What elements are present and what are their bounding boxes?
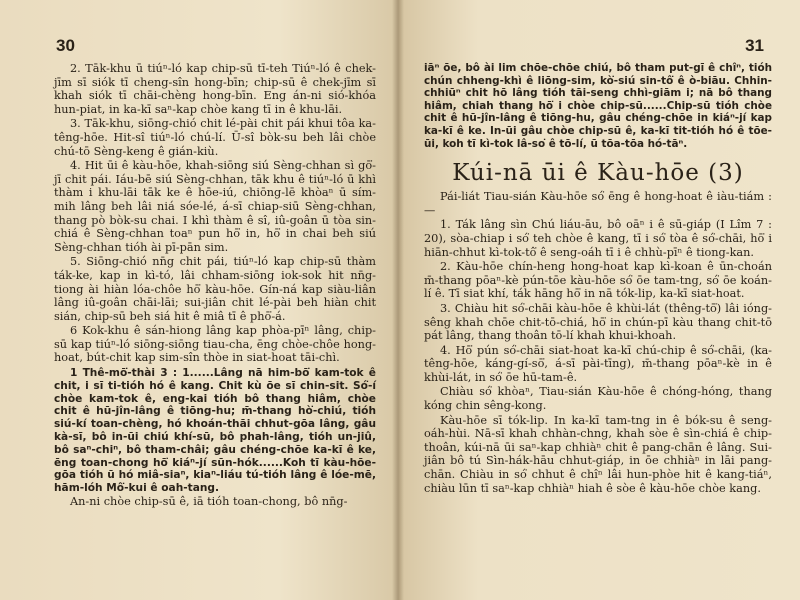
summary-paragraph: Chiàu só͘ khòaⁿ, Tiau-sián Kàu-hōe ê chóng-hóng, thang kóng chin sêng-kong. <box>424 385 772 413</box>
section-intro: Pái-liát Tiau-sián Kàu-hōe só͘ ēng ê hong-hoat ê iàu-tiám :— <box>424 190 772 217</box>
left-page-last-line: An-ni chòe chip-sū ê, iā tióh toan-chong, bô nn̄g- <box>70 495 348 509</box>
point-1: 1. Ták lâng sìn Chú liáu-āu, bô oāⁿ i ê sū-giáp (I Lîm 7 : 20), sòa-chiap i só͘ teh chòe ê kang, tī i só͘ tòa ê só͘-chāi, hō͘ i hiān-chhut kì-tok-tô͘ ê seng-oáh tī i ê chhù-pīⁿ ê tiong-kan. <box>424 218 772 259</box>
left-page-body <box>54 62 376 509</box>
scripture-footnote: 1 Thê-mō͘-thài 3 : 1......Lâng nā him-bō͘ kam-tok ê chit, i sī ti-tióh hó ê kang. Chit kù ōe sī chin-sit. Só͘-í chòe kam-tok ê, eng-kai tióh bô thang hiâm, chòe chit ê hū-jîn-lâng ê tiōng-hu; m̄-thang hò͘-chiú, tióh siú-kí toan-chèng, hó khoán-thāi chhut-gōa lâng, gâu kà-sī, bô in-ūi chiú khí-sū, bô phah-lâng, tióh un-jiû, bô saⁿ-chiⁿ, bô tham-châi; gâu chéng-chōe ka-kī ê ke, ēng toan-chong hō͘ kiáⁿ-jí sūn-hók......Koh tī kàu-hōe-gōa tióh ū hó miâ-siaⁿ, kiaⁿ-liáu tú-tióh lâng ê lóe-mē, hām-lóh Mô͘-kui ê oah-tang. <box>54 367 376 495</box>
book-gutter <box>392 0 404 600</box>
paragraph-5: 5. Siōng-chió nn̄g chit pái, tiúⁿ-ló kap chip-sū thàm ták-ke, kap in kì-tó, lâi chham-siōng iok-sok hit nn̄g-tiong ài hiàn lóa-chôe hō͘ kàu-hōe. Gín-ná kap siàu-liân lâng iû-goân chāi-lāi; sui-jiân chit lé-pài beh hiàn chit sián, chip-sū beh siá hit ê miâ tī ê phō͘-á. <box>54 255 376 323</box>
right-page <box>398 0 800 600</box>
paragraph-2: 2. Tāk-khu ū tiúⁿ-ló kap chip-sū tī-teh Tiúⁿ-ló ê chek-jīm sī siók tī cheng-sîn hong-bīn; chip-sū ê chek-jīm sī khah siók tī chāi-chèng hong-bīn. Eng án-ni sió-khóa hun-piat, in ka-kī saⁿ-kap chòe kang tī in ê khu-lāi. <box>54 62 376 116</box>
point-3: 3. Chiàu hit só͘-chāi kàu-hōe ê khùi-lát (thêng-tō͘) lâi ióng-sêng khah chōe chit-tō-chiá, hō͘ in chún-pī kàu thang chit-tō pát lâng, thang thoân tō-lí khah khui-khoah. <box>424 301 772 343</box>
section-title: Kúi-nā ūi ê Kàu-hōe (3) <box>452 160 744 187</box>
point-2: 2. Kàu-hōe chín-heng hong-hoat kap kì-koan ê ūn-choán m̄-thang pōaⁿ-kè pún-tōe kàu-hōe só͘ ōe tam-tng, só͘ ōe koán-lí ê. Tī siat khí, ták hāng hō͘ in nā tók-lip, ka-kī siat-hoat. <box>424 260 772 301</box>
paragraph-4: 4. Hit ūi ê kàu-hōe, khah-siōng siú Sèng-chhan sì gō͘-jī chit pái. Iáu-bē siú Sèng-chhan, tāk khu ê tiúⁿ-ló ū khì thàm i khu-lāi tāk ke ê hōe-iú, chiōng-lē khòaⁿ ū sím-mih lâng beh lâi niá sóe-lé, á-sī chiap-siū Sèng-chhan, thang pò bòk-su chai. I khì thàm ê sî, iû-goân ū tòa sin-chiá ê Sèng-chhan toaⁿ pun hō͘ in, hō͘ in chai beh siú Sèng-chhan tióh ài pī-pān sim. <box>54 159 376 254</box>
page-number-right: 31 <box>745 36 764 55</box>
independence-paragraph: Kàu-hōe sī tók-lip. In ka-kī tam-tng in ê bók-su ê seng-oáh-hùi. Nā-sī khah chhàn-chng, khah sòe ê sìn-chiá ê chip-thoân, kúi-nā ūi saⁿ-kap chhiàⁿ chit ê pang-chān ê lâng. Sui-jiân bô tú Sìn-hák-hāu chhut-giáp, in ōe chhiàⁿ in lāi pang-chān. Chiàu in só͘ chhut ê chîⁿ lâi hun-phòe hit ê kang-tiáⁿ, chiàu lūn tī saⁿ-kap chhiàⁿ hiah ê sòe ê kàu-hōe chòe kang. <box>424 413 772 495</box>
left-page <box>0 0 398 600</box>
page-number-left: 30 <box>56 36 75 55</box>
scripture-continuation: iāⁿ ōe, bô ài lim chōe-chōe chiú, bô tham put-gī ê chîⁿ, tióh chún chheng-khì ê liōng-sim, kò͘-siú sin-tô͘ ê ò-biāu. Chhin-chhiūⁿ chit hō lâng tióh tāi-seng chhì-giām i; nā bô thang hiâm, chiah thang hō͘ i chòe chip-sū......Chip-sū tióh chòe chit ê hū-jîn-lâng ê tiōng-hu, gâu chéng-chōe in kiáⁿ-jí kap ka-kī ê ke. In-ūi gâu chòe chip-sū ê, ka-kī tit-tióh hó ê tōe-ūi, koh tī kì-tok lâ-so͘ ê tō-lí, ū tōa-tōa hó-tāⁿ. <box>424 62 772 150</box>
point-4: 4. Hō͘ pún só͘-chāi siat-hoat ka-kī chú-chip ê só͘-chāi, (ka-têng-hōe, káng-gí-sō͘, á-sī pài-tīng), m̄-thang pōaⁿ-kè in ê khùi-lát, in só͘ ōe hū-tam-ê. <box>424 343 772 384</box>
paragraph-3: 3. Tāk-khu, siōng-chió chit lé-pài chit pái khui tôa ka-têng-hōe. Hit-sî tiúⁿ-ló chú-lí. Ū-sî bòk-su beh lâi chòe chú-tō Sèng-keng ê gián-kiù. <box>54 117 376 158</box>
paragraph-6: 6 Kok-khu ê sán-hiong lâng kap phòa-pīⁿ lâng, chip-sū kap tiúⁿ-ló siōng-siōng tiau-cha, ēng chòe-chôe hong-hoat, bút-chit kap sim-sîn thòe in siat-hoat tāi-chì. <box>54 324 376 365</box>
